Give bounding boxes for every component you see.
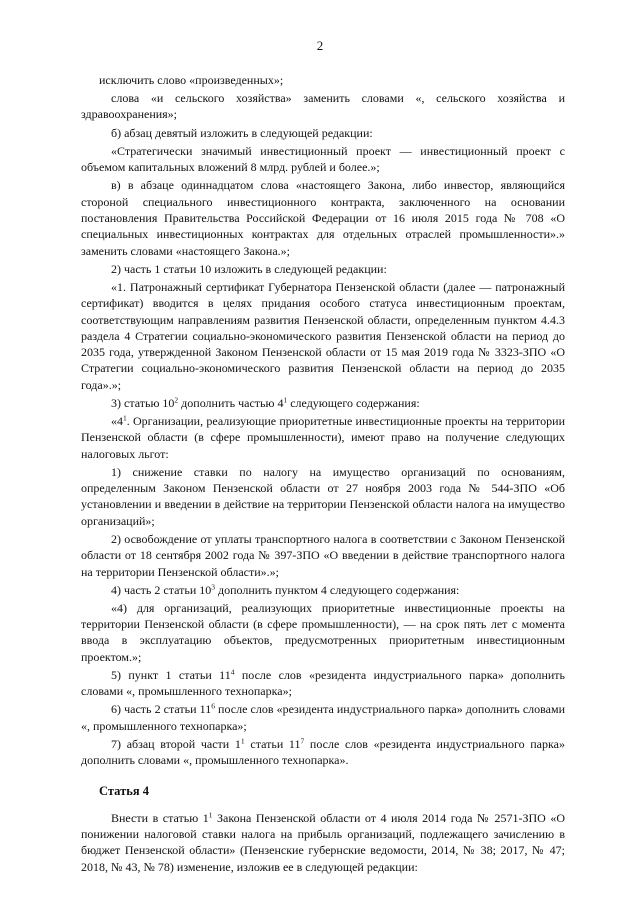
paragraph: «4) для организаций, реализующих приоритетные инвестиционные проекты на территории Пензенской области (в сфере промышленности), — на срок пять лет с момента ввода в эксплуатацию объектов, предусмотренных приоритетным инвестиционным проектом.»; — [81, 600, 565, 664]
superscript: 7 — [300, 736, 305, 746]
text-segment: Закона Пензенской области от 4 июля 2014 года № 2571-ЗПО «О понижении налоговой ставки налога на прибыль организаций, подлежащего зачислению в бюджет Пензенской области» (Пензенские губернские ведомости, 2014, № 38; 2017, № 47; 2018, № 43, № 78) изменение, изложив ее в следующей редакции: — [81, 810, 566, 874]
superscript: 1 — [240, 736, 245, 746]
text-segment: следующего содержания: — [287, 395, 420, 410]
superscript: 1 — [123, 413, 127, 423]
text-segment: после слов «резидента индустриального парка» дополнить словами «, промышленного технопарка». — [81, 736, 565, 768]
paragraph — [81, 582, 565, 598]
text-segment: 6) часть 2 статьи 11 — [111, 702, 212, 717]
text-segment: дополнить частью 4 — [178, 395, 284, 410]
paragraph: 2) часть 1 статьи 10 изложить в следующей редакции: — [111, 261, 387, 276]
page-number: 2 — [316, 38, 324, 53]
paragraph: 2) освобождение от уплаты транспортного налога в соответствии с Законом Пензенской области от 18 сентября 2002 года № 397-ЗПО «О введении в действие транспортного налога на территории Пензенской области».»; — [81, 531, 565, 579]
text-segment: дополнить пунктом 4 следующего содержания: — [215, 582, 460, 597]
text-segment: «4 — [111, 414, 123, 429]
text-segment: . Организации, реализующие приоритетные инвестиционные проекты на территории Пензенской области (в сфере промышленности), имеют право на получение следующих налоговых льгот: — [81, 414, 565, 461]
paragraph — [81, 701, 565, 734]
text-segment: после слов «резидента индустриального парка» дополнить словами «, промышленного технопарка»; — [81, 702, 565, 733]
paragraph — [81, 667, 565, 700]
paragraph: «Стратегически значимый инвестиционный проект — инвестиционный проект с объемом капитальных вложений 8 млрд. рублей и более.»; — [81, 143, 565, 175]
superscript: 3 — [211, 582, 216, 592]
paragraph: б) абзац девятый изложить в следующей редакции: — [111, 125, 373, 140]
superscript: 4 — [230, 667, 235, 677]
text-segment: после слов «резидента индустриального парка» дополнить словами «, промышленного технопарка»; — [81, 667, 566, 699]
amendments-section — [81, 72, 565, 769]
paragraph: слова «и сельского хозяйства» заменить словами «, сельского хозяйства и здравоохранения»; — [81, 91, 565, 122]
text-segment: 5) пункт 1 статьи 11 — [111, 667, 231, 682]
paragraph: в) в абзаце одиннадцатом слова «настоящего Закона, либо инвестор, являющийся стороной специального инвестиционного контракта, заключенного на основании постановления Правительства Российской Федерации от 16 июля 2015 года № 708 «О специальных инвестиционных контрактах для отдельных отраслей промышленности».» заменить словами «настоящего Закона.»; — [81, 178, 565, 258]
paragraph — [81, 395, 565, 411]
text-segment: 4) часть 2 статьи 10 — [111, 582, 212, 597]
paragraph: исключить слово «произведенных»; — [99, 73, 284, 87]
article-4-section — [81, 810, 565, 875]
superscript: 1 — [208, 810, 213, 820]
paragraph — [81, 810, 565, 875]
paragraph: «1. Патронажный сертификат Губернатора Пензенской области (далее — патронажный сертификат) вводится в целях придания особого статуса инвестиционным проектам, соответствующим направлениям развития Пензенской области, определенным пунктом 4.4.3 раздела 4 Стратегии социально-экономического развития Пензенской области на период до 2035 года, утвержденной Законом Пензенской области от 15 мая 2019 года № 3323-ЗПО «О Стратегии социально-экономического развития Пензенской области на период до 2035 года».»; — [81, 279, 565, 392]
text-segment: статьи 11 — [244, 736, 301, 751]
paragraph — [81, 413, 565, 462]
text-segment: Внести в статью 1 — [111, 810, 209, 825]
article-heading: Статья 4 — [99, 783, 149, 798]
paragraph: 1) снижение ставки по налогу на имущество организаций по основаниям, определенным Законом Пензенской области от 27 ноября 2003 года № 544-ЗПО «Об установлении и введении в действие на территории Пензенской области налога на имущество организаций»; — [81, 464, 565, 528]
text-segment: 3) статью 10 — [111, 395, 175, 410]
superscript: 1 — [283, 395, 288, 405]
superscript: 2 — [174, 395, 179, 405]
text-segment: 7) абзац второй части 1 — [111, 736, 241, 751]
paragraph — [81, 736, 565, 769]
document-body — [81, 72, 565, 877]
superscript: 6 — [211, 701, 215, 711]
